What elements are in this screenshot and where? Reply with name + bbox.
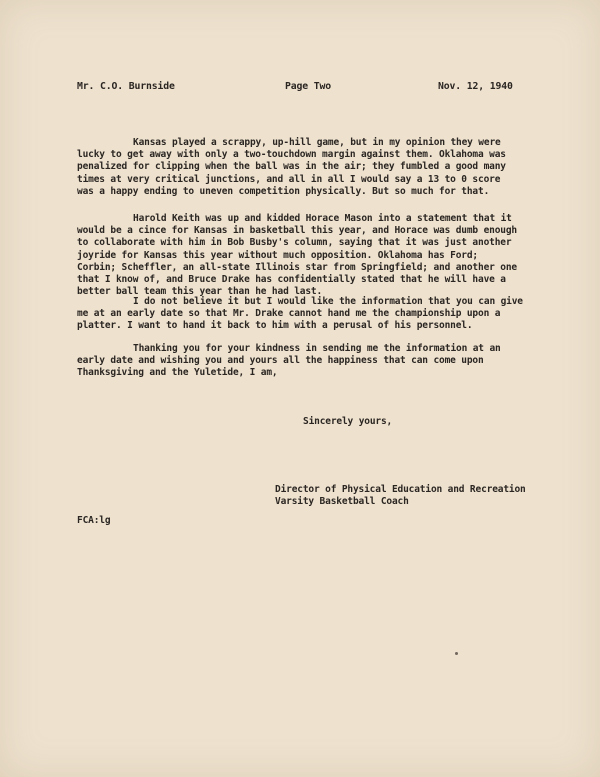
paragraph-line: lucky to get away with only a two-touchdown margin against them. Oklahoma was [77, 149, 506, 161]
page-number: Page Two [285, 81, 331, 92]
paragraph-line: early date and wishing you and yours all the happiness that can come upon [77, 355, 484, 367]
paragraph-line: Kansas played a scrappy, up-hill game, but in my opinion they were [133, 137, 501, 148]
paragraph-line: that I know of, and Bruce Drake has confidentially stated that he will have a [77, 273, 506, 285]
signature-subtitle: Varsity Basketball Coach [275, 496, 409, 508]
paragraph-line: joyride for Kansas this year without much opposition. Oklahoma has Ford; [77, 249, 479, 261]
paragraph-line: penalized for clipping when the ball was in the air; they fumbled a good many [77, 161, 506, 173]
paragraph-line: Thanksgiving and the Yuletide, I am, [77, 367, 278, 379]
paragraph-4 [77, 343, 547, 380]
paragraph-line: Thanking you for your kindness in sending me the information at an [133, 343, 501, 354]
paragraph-2 [77, 213, 547, 298]
complimentary-close: Sincerely yours, [303, 416, 393, 427]
paragraph-line: to collaborate with him in Bob Busby's column, saying that it was just another [77, 237, 512, 249]
paragraph-line: I do not believe it but I would like the information that you can give [133, 296, 523, 307]
paragraph-line: was a happy ending to uneven competition physically. But so much for that. [77, 185, 490, 197]
paragraph-line: Harold Keith was up and kidded Horace Mason into a statement that it [133, 213, 512, 224]
paragraph-line: platter. I want to hand it back to him with a perusal of his personnel. [77, 320, 473, 332]
paragraph-3 [77, 296, 547, 333]
paragraph-line: me at an early date so that Mr. Drake cannot hand me the championship upon a [77, 308, 501, 320]
signature-block [275, 484, 526, 508]
signature-title: Director of Physical Education and Recreation [275, 484, 526, 495]
paragraph-line: Corbin; Scheffler, an all-state Illinois star from Springfield; and another one [77, 261, 517, 273]
letter-date: Nov. 12, 1940 [438, 81, 513, 92]
paragraph-1 [77, 137, 547, 198]
paragraph-line: would be a cince for Kansas in basketball this year, and Horace was dumb enough [77, 225, 517, 237]
addressee: Mr. C.O. Burnside [77, 81, 175, 92]
typist-initials: FCA:lg [77, 515, 111, 526]
paragraph-line: times at very critical junctions, and all in all I would say a 13 to 0 score [77, 173, 501, 185]
paragraph-line: better ball team this year than he had last. [77, 286, 323, 298]
paper-blemish [455, 652, 458, 655]
